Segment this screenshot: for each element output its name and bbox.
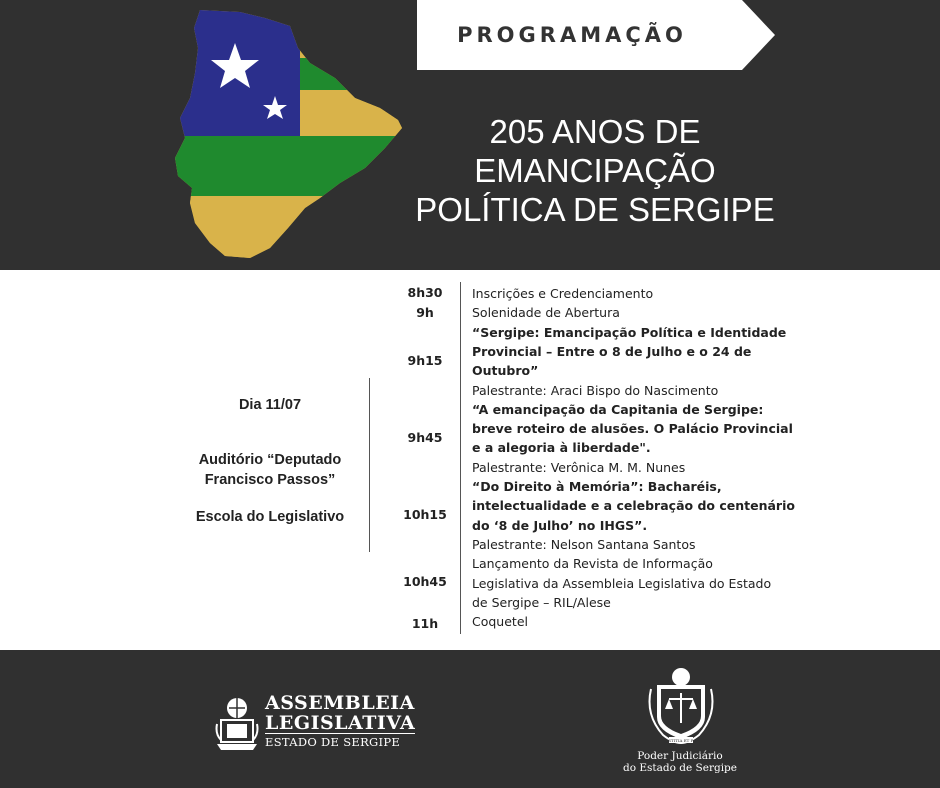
assembleia-line-2: LEGISLATIVA [265,712,416,734]
venue-line-1: Auditório “Deputado [198,452,342,468]
schedule-line: Coquetel [472,614,528,630]
schedule-line: Legislativa da Assembleia Legislativa do Estado [472,575,772,591]
header-section [0,0,940,270]
schedule-line: Inscrições e Credenciamento [472,286,654,301]
schedule-line: breve roteiro de alusões. O Palácio Provincial [472,421,793,437]
judiciary-logo-text [600,750,760,774]
schedule-line: Provincial – Entre o 8 de Julho e o 24 de [472,343,752,359]
assembleia-line-1: ASSEMBLEIA [265,692,415,714]
title-line-2: EMANCIPAÇÃO [474,152,716,189]
time-slot: 10h45 [403,574,447,589]
schedule-line: Palestrante: Nelson Santana Santos [472,536,696,552]
time-slot: 11h [411,616,439,631]
page-title [405,112,785,229]
schedule-section [0,270,940,650]
schedule-divider [460,282,461,634]
time-slot: 8h30 [407,285,443,300]
time-slot: 10h15 [403,507,447,522]
title-line-3: POLÍTICA DE SERGIPE [415,191,775,228]
schedule-line: de Sergipe – RIL/Alese [472,594,611,610]
info-divider [369,378,370,552]
schedule-line: “A emancipação da Capitania de Sergipe: [472,401,764,417]
judiciary-line-1: Poder Judiciário [637,750,723,762]
schedule-line: “Do Direito à Memória”: Bacharéis, [472,479,722,494]
schedule-line: Palestrante: Verônica M. M. Nunes [472,459,686,475]
schedule-line: intelectualidade e a celebração do centenário [472,498,795,514]
institution-name: Escola do Legislativo [195,509,345,525]
event-date: Dia 11/07 [238,397,302,413]
title-line-1: 205 ANOS DE [489,113,701,150]
seal-motto: JUSTITIA ET PAX [663,738,699,743]
schedule-line: Lançamento da Revista de Informação [472,556,713,572]
schedule-line: Palestrante: Araci Bispo do Nascimento [472,382,719,398]
judiciary-line-2: do Estado de Sergipe [622,762,737,774]
schedule-line: do ‘8 de Julho’ no IHGS”. [472,517,648,533]
banner-label: PROGRAMAÇÃO [457,23,687,47]
sergipe-flag-map-icon [170,8,405,263]
schedule-line: e a alegoria à liberdade". [472,440,651,456]
time-slot: 9h45 [407,430,443,445]
footer-section [0,650,940,788]
time-slot: 9h15 [407,353,443,368]
time-slot: 9h [416,305,434,320]
venue-line-2: Francisco Passos” [204,472,336,488]
assembleia-emblem-icon [215,694,259,752]
schedule-line: Solenidade de Abertura [472,305,620,321]
schedule-line: Outubro” [472,363,539,379]
schedule-line: “Sergipe: Emancipação Política e Identidade [472,324,787,340]
assembleia-line-3: ESTADO DE SERGIPE [265,733,415,749]
judiciary-seal-icon [643,665,719,747]
assembleia-logo-text [265,693,415,749]
